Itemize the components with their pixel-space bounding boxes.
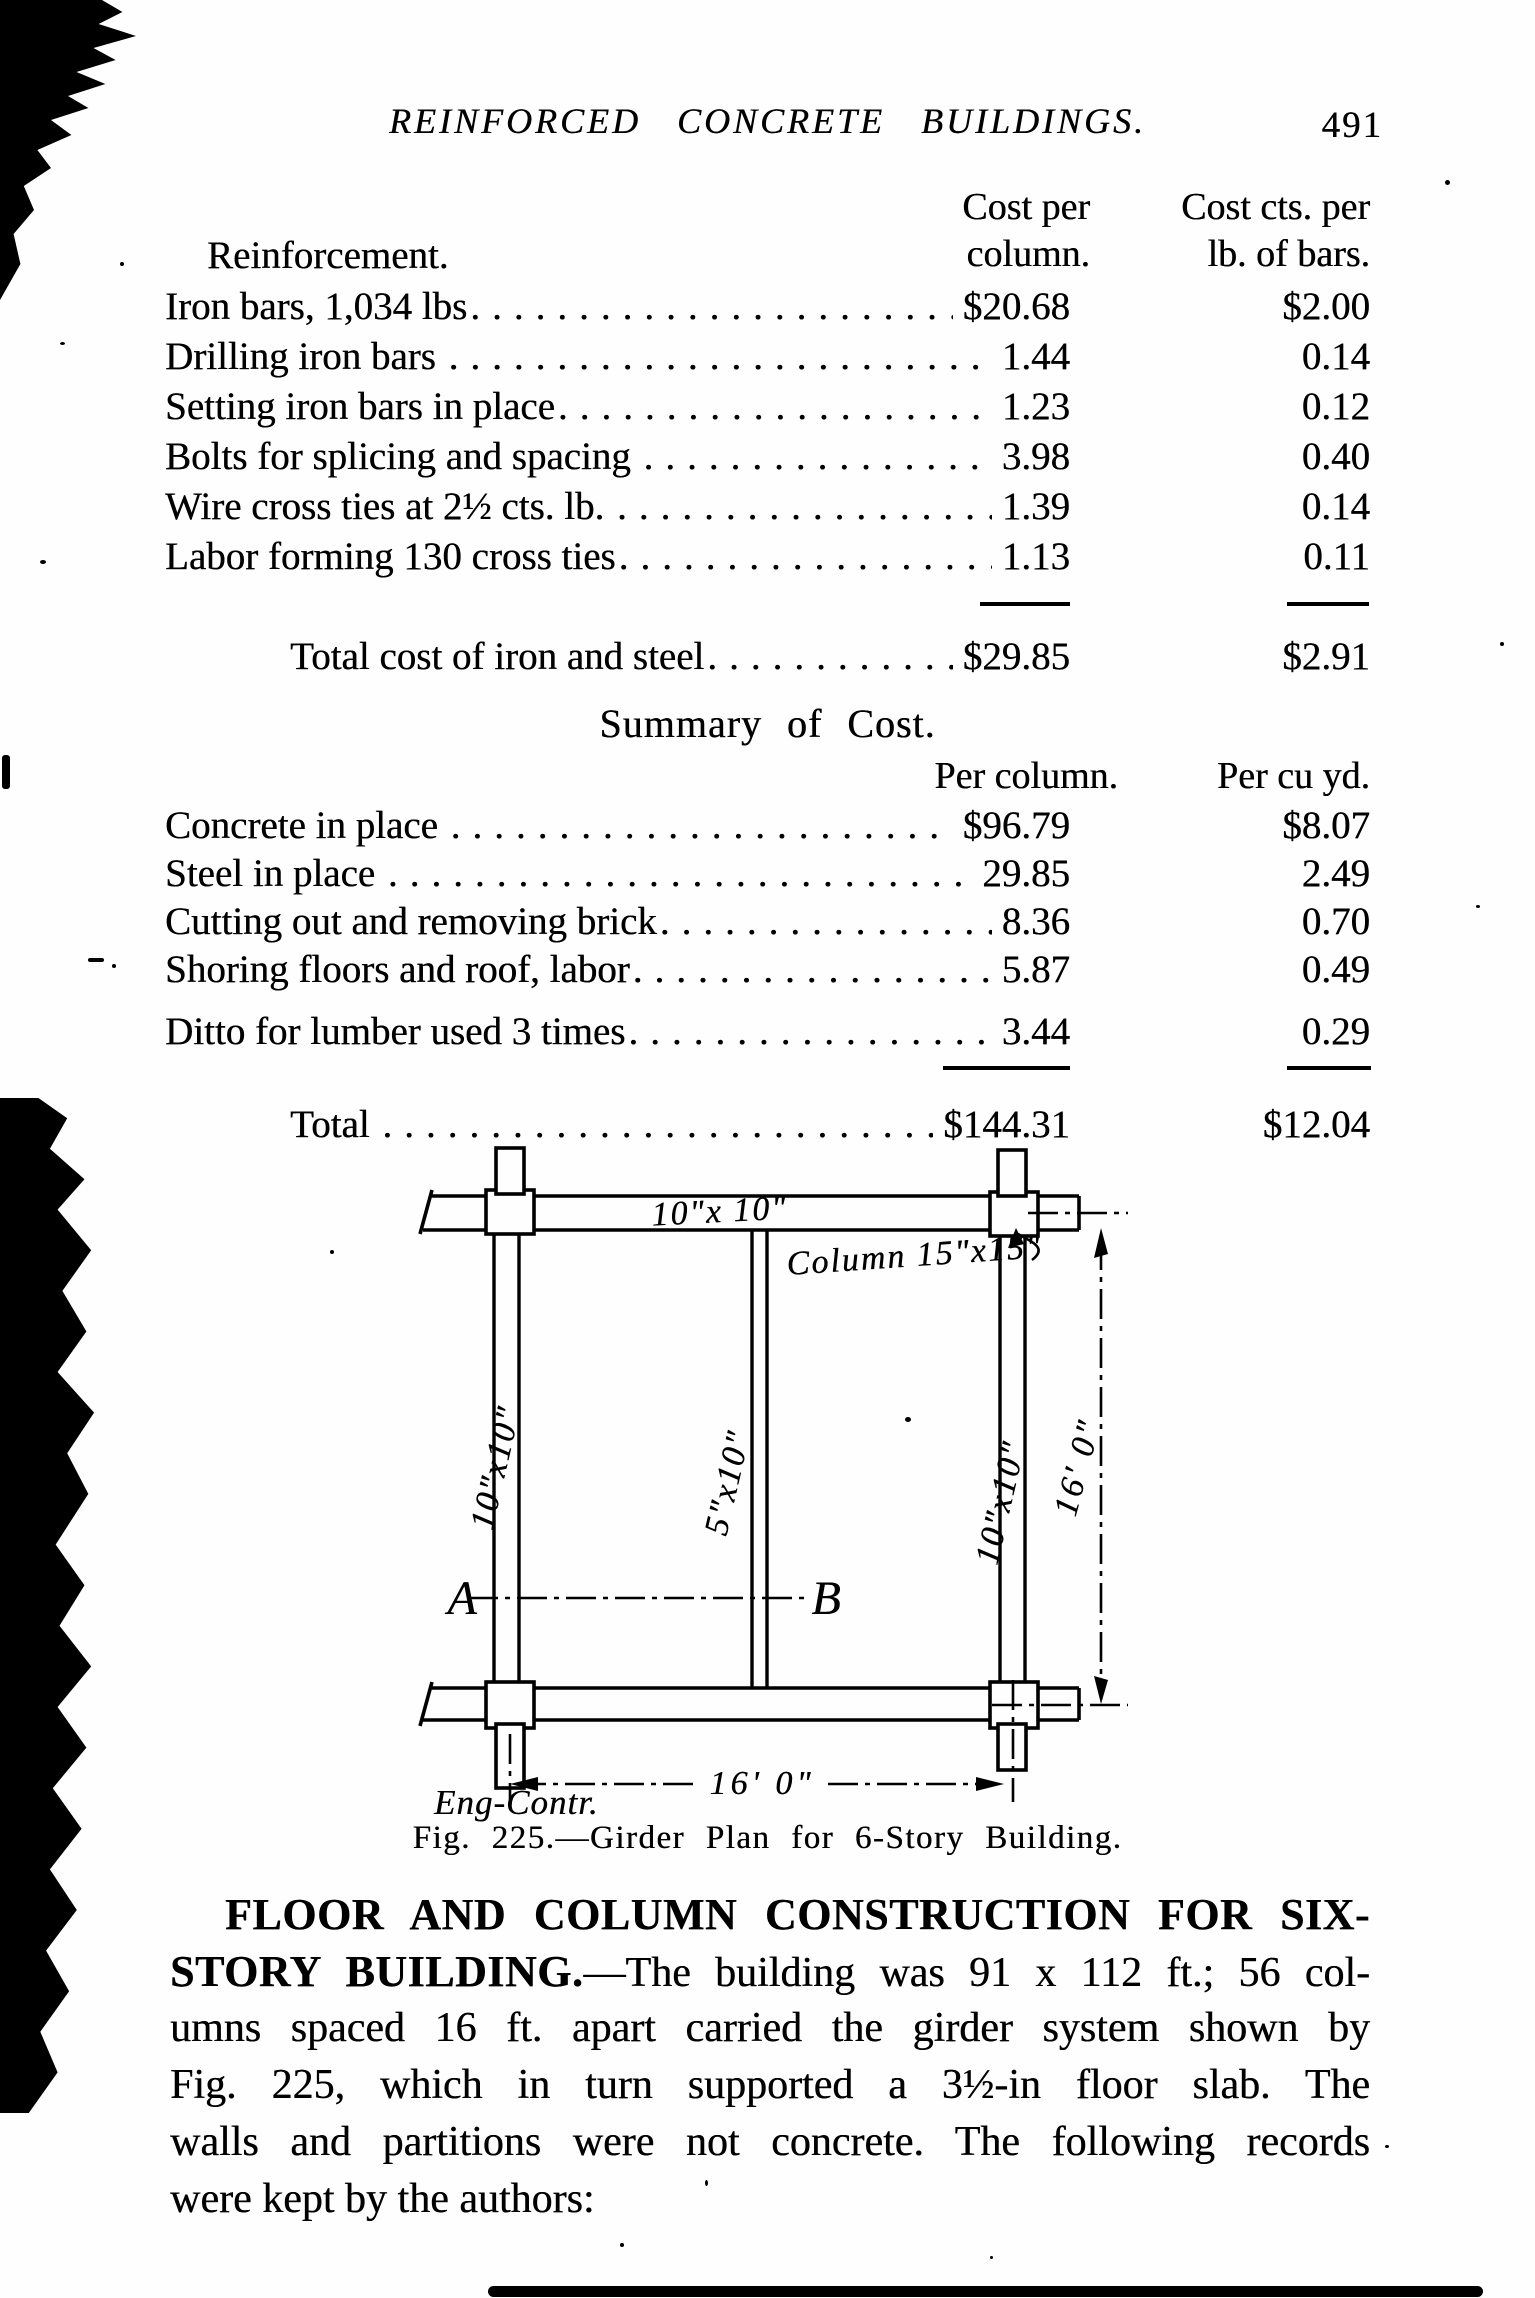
- total-rule: [1287, 1066, 1371, 1070]
- arrowhead-down: [1094, 1676, 1108, 1704]
- row-label: Bolts for splicing and spacing: [165, 435, 641, 478]
- table-row: [165, 382, 1370, 432]
- table-row: [165, 1008, 1370, 1056]
- summary-rows: [165, 802, 1370, 1056]
- cost-table-col1-header: [962, 184, 1090, 278]
- row-label: Steel in place: [165, 852, 385, 895]
- col2-header-line2: lb. of bars.: [1207, 233, 1370, 275]
- dot-leader: [644, 432, 992, 482]
- row-value-per-column: 3.98: [1001, 435, 1070, 478]
- row-value-per-lb: 0.40: [1301, 435, 1370, 478]
- table-row: [165, 482, 1370, 532]
- total-per-lb: $2.91: [1282, 635, 1370, 678]
- cost-table-header: [165, 184, 1370, 280]
- page-number: 491: [1321, 105, 1383, 146]
- column-size-label: Column 15"x15": [785, 1228, 1044, 1283]
- row-value-per-column: 1.44: [1001, 335, 1070, 378]
- scan-artifact-bottom-bar: [488, 2286, 1483, 2297]
- section-label-a: A: [447, 1572, 477, 1625]
- row-label: Concrete in place: [165, 804, 448, 847]
- dot-leader: [451, 802, 953, 850]
- body-line: umns spaced 16 ft. apart carried the girder system shown by: [170, 2005, 1370, 2051]
- row-value-per-lb: 0.14: [1301, 485, 1370, 528]
- total-per-column: $29.85: [962, 635, 1070, 678]
- table-row: [165, 802, 1370, 850]
- row-label: Drilling iron bars: [165, 335, 446, 378]
- scan-speck: [112, 964, 116, 968]
- left-girder-size-label: 10"x10": [463, 1402, 528, 1534]
- total-rule: [943, 1066, 1070, 1070]
- column-stub: [496, 1148, 524, 1194]
- arrowhead-right: [976, 1777, 1004, 1791]
- body-text: —The building was 91 x 112 ft.; 56 col-: [583, 1950, 1370, 1996]
- column-stub: [998, 1150, 1026, 1196]
- table-row: [165, 282, 1370, 332]
- total-rule: [1287, 602, 1369, 606]
- row-value-per-column: 3.44: [1001, 1010, 1070, 1053]
- row-value-per-column: 5.87: [1001, 948, 1070, 991]
- row-value-per-lb: 0.14: [1301, 335, 1370, 378]
- heading-text: FLOOR AND COLUMN CONSTRUCTION FOR SIX-: [225, 1890, 1370, 1939]
- total-label: Total: [290, 1103, 380, 1146]
- scan-speck: [620, 2243, 624, 2247]
- row-value-per-lb: $2.00: [1282, 285, 1370, 328]
- dot-leader: [449, 332, 992, 382]
- summary-title: Summary of Cost.: [599, 701, 936, 746]
- scan-speck: [2, 755, 10, 789]
- cost-table-col2-header: [1181, 184, 1370, 278]
- row-label: Cutting out and removing brick: [165, 900, 657, 943]
- table-row: [165, 850, 1370, 898]
- scan-speck: [1445, 180, 1450, 185]
- scan-speck: [1385, 2145, 1389, 2148]
- total-label: Total cost of iron and steel: [290, 635, 705, 678]
- column-block: [486, 1190, 534, 1234]
- row-value-per-cuyd: 0.29: [1301, 1010, 1370, 1053]
- row-label: Ditto for lumber used 3 times: [165, 1010, 626, 1053]
- table-row: [165, 432, 1370, 482]
- row-value-per-column: 1.39: [1001, 485, 1070, 528]
- scan-speck: [60, 342, 65, 345]
- cost-table-row-header: Reinforcement.: [207, 234, 449, 277]
- row-value-per-cuyd: 2.49: [1301, 852, 1370, 895]
- running-header-title: REINFORCED CONCRETE BUILDINGS.: [389, 101, 1146, 141]
- right-girder-size-label: 10"x10": [968, 1437, 1033, 1569]
- table-row: [165, 532, 1370, 582]
- table-row: [165, 898, 1370, 946]
- total-rule: [980, 602, 1070, 606]
- section-heading-line2: [170, 1943, 1370, 2000]
- dot-leader: [388, 850, 972, 898]
- cost-table-rows: [165, 282, 1370, 582]
- row-value-per-column: $96.79: [962, 804, 1070, 847]
- row-value-per-cuyd: $8.07: [1282, 804, 1370, 847]
- scan-speck: [990, 2256, 993, 2259]
- scan-speck: [330, 1250, 334, 1254]
- dot-leader: [617, 482, 992, 532]
- row-value-per-column: 29.85: [982, 852, 1070, 895]
- row-value-per-column: $20.68: [962, 285, 1070, 328]
- row-value-per-column: 1.23: [1001, 385, 1070, 428]
- row-value-per-cuyd: 0.70: [1301, 900, 1370, 943]
- arrowhead-up: [1094, 1228, 1108, 1258]
- figure-caption: Fig. 225.—Girder Plan for 6-Story Building.: [412, 1820, 1123, 1856]
- bottom-dimension-label: 16' 0": [709, 1765, 815, 1802]
- dot-leader: [628, 1008, 991, 1056]
- section-heading-line1: [170, 1886, 1370, 1943]
- summary-header: [165, 754, 1370, 798]
- total-per-cuyd: $12.04: [1262, 1103, 1370, 1146]
- table-row: [165, 332, 1370, 382]
- engineer-credit-label: Eng-Contr.: [434, 1783, 599, 1822]
- body-line: walls and partitions were not concrete. The following records: [170, 2119, 1370, 2165]
- row-label: Iron bars, 1,034 lbs: [165, 285, 468, 328]
- column-block: [486, 1682, 534, 1728]
- middle-beam-size-label: 5"x10": [697, 1426, 758, 1539]
- row-value-per-cuyd: 0.49: [1301, 948, 1370, 991]
- body-line: Fig. 225, which in turn supported a 3½-in floor slab. The: [170, 2062, 1370, 2108]
- row-label: Shoring floors and roof, labor: [165, 948, 630, 991]
- body-line: were kept by the authors:: [170, 2176, 595, 2222]
- col2-header-line1: Cost cts. per: [1181, 186, 1370, 228]
- heading-text: STORY BUILDING.: [170, 1947, 584, 1996]
- top-girder-size-label: 10"x 10": [650, 1189, 789, 1234]
- body-paragraph: [170, 1886, 1370, 2228]
- scan-speck: [88, 958, 104, 962]
- scan-speck: [120, 262, 124, 266]
- row-value-per-column: 1.13: [1001, 535, 1070, 578]
- dot-leader: [660, 898, 992, 946]
- dot-leader: [707, 632, 953, 682]
- row-label: Setting iron bars in place: [165, 385, 555, 428]
- cost-table-total: [165, 632, 1370, 682]
- dot-leader: [619, 532, 992, 582]
- scan-speck: [1476, 905, 1480, 908]
- section-label-b: B: [811, 1572, 841, 1625]
- girder-plan-figure: [380, 1140, 1180, 1830]
- row-label: Labor forming 130 cross ties: [165, 535, 616, 578]
- scan-speck: [1500, 642, 1504, 646]
- row-value-per-lb: 0.12: [1301, 385, 1370, 428]
- col1-header-line1: Cost per: [962, 186, 1090, 228]
- scan-artifact-top-left: [0, 0, 170, 300]
- table-row: [165, 946, 1370, 994]
- col1-header-line2: column.: [966, 233, 1090, 275]
- dot-leader: [470, 282, 953, 332]
- row-value-per-column: 8.36: [1001, 900, 1070, 943]
- dot-leader: [633, 946, 992, 994]
- dot-leader: [558, 382, 992, 432]
- scan-speck: [40, 560, 46, 564]
- table-total-row: [165, 632, 1370, 682]
- total-per-column: $144.31: [943, 1103, 1070, 1146]
- right-dimension-label: 16' 0": [1047, 1414, 1109, 1520]
- row-label: Wire cross ties at 2½ cts. lb.: [165, 485, 614, 528]
- summary-col1-header: Per column.: [934, 755, 1118, 797]
- summary-col2-header: Per cu yd.: [1216, 755, 1370, 797]
- row-value-per-lb: 0.11: [1303, 535, 1370, 578]
- scan-artifact-left-strip: [0, 1098, 96, 2113]
